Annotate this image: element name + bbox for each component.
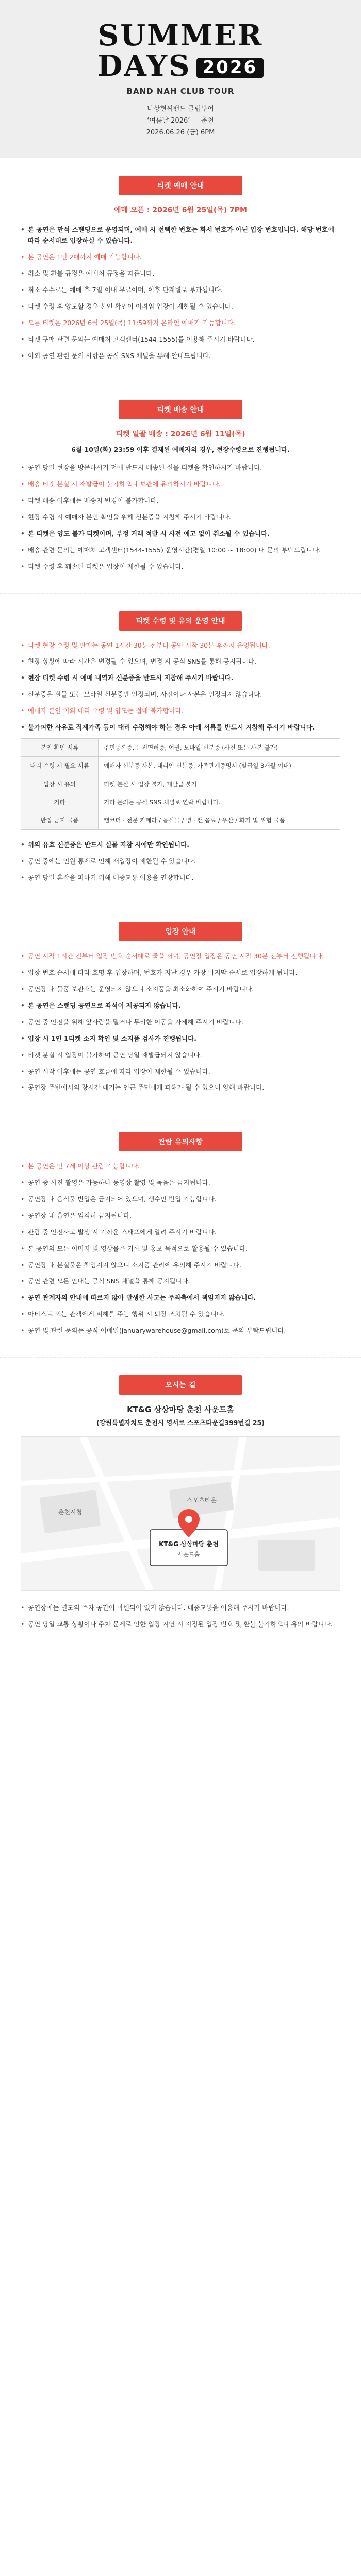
table-value: 예매자 신분증 사본, 대리인 신분증, 가족관계증명서 (발급일 3개월 이내) [99, 757, 340, 775]
list-item: • 본 티켓은 양도 불가 티켓이며, 부정 거래 적발 시 사전 예고 없이 취소될 수 있습니다. [21, 528, 340, 539]
hero-venue-line1: 나상현씨밴드 클럽투어 [147, 105, 214, 113]
hero-date: 2026.06.26 (금) 6PM [146, 129, 215, 137]
venue-name: KT&G 상상마당 춘천 사운드홀 [127, 1404, 234, 1414]
list-item: • 티켓 수령 후 훼손된 티켓은 입장이 제한될 수 있습니다. [21, 561, 340, 572]
table-value: 기타 문의는 공식 SNS 채널로 연락 바랍니다. [99, 793, 340, 811]
list-item: • 공연 당일 현장을 방문하시기 전에 반드시 배송된 실물 티켓을 확인하시기 바랍니다. [21, 462, 340, 473]
viewing-notes [21, 1161, 340, 1336]
section-title: 티켓 수령 및 유의 운영 안내 [119, 611, 242, 631]
list-item: • 본 공연은 1인 2매까지 예매 가능합니다. [21, 251, 340, 263]
list-item: • 공연장 내 분실물은 책임지지 않으니 소지품 관리에 유의해 주시기 바랍니다. [21, 1260, 340, 1271]
section-ticket-sales [0, 158, 361, 382]
list-item: • 티켓 배송 이후에는 배송지 변경이 불가합니다. [21, 495, 340, 506]
map-label-hall: 사운드홀 [177, 1551, 200, 1558]
list-item: • 티켓 현장 수령 및 판매는 공연 1시간 30분 전부터 공연 시작 30분 후까지 운영됩니다. [21, 640, 340, 651]
section-title: 티켓 예매 안내 [119, 176, 242, 195]
sales-notes [21, 224, 340, 362]
list-item: • 배송 티켓 분실 시 재발급이 불가하오니 보관에 유의하시기 바랍니다. [21, 479, 340, 490]
list-item: • 이외 공연 관련 문의 사항은 공식 SNS 채널을 통해 안내드립니다. [21, 350, 340, 362]
list-item: • 예매자 본인 이외 대리 수령 및 양도는 절대 불가합니다. [21, 705, 340, 717]
table-row [21, 775, 340, 793]
hero-title-days: DAYS [97, 48, 191, 83]
table-label: 본인 확인 서류 [21, 738, 99, 756]
list-item: • 공연 중 사진 촬영은 가능하나 동영상 촬영 및 녹음은 금지됩니다. [21, 1177, 340, 1189]
section-viewing-rules [0, 1114, 361, 1357]
page-footer-space [0, 1651, 361, 1671]
list-item: • 본 공연은 스탠딩 공연으로 좌석이 제공되지 않습니다. [21, 1000, 340, 1011]
hero-venue-line2: ‘여름날 2026’ — 춘천 [147, 116, 214, 125]
list-item: • 공연 시작 이후에는 공연 흐름에 따라 입장이 제한될 수 있습니다. [21, 1066, 340, 1077]
sales-open-date: 예매 오픈 : 2026년 6월 25일(목) 7PM [114, 206, 247, 214]
list-item: • 공연 당일 혼잡을 피하기 위해 대중교통 이용을 권장합니다. [21, 872, 340, 884]
section-title: 티켓 배송 안내 [119, 400, 242, 419]
list-item: • 공연장 주변에서의 장시간 대기는 인근 주민에게 피해가 될 수 있으니 양해 바랍니다. [21, 1082, 340, 1093]
list-item: • 불가피한 사유로 직계가족 등이 대리 수령해야 하는 경우 아래 서류를 반드시 지참해 주시기 바랍니다. [21, 722, 340, 733]
list-item: • 공연 중 안전을 위해 앞사람을 밀거나 무리한 이동을 자제해 주시기 바랍니다. [21, 1016, 340, 1028]
section-title: 입장 안내 [119, 922, 242, 941]
list-item: • 티켓 분실 시 입장이 불가하며 공연 당일 재발급되지 않습니다. [21, 1049, 340, 1061]
hero-title-line2 [0, 48, 361, 83]
pickup-info-table [21, 738, 340, 830]
section-directions [0, 1357, 361, 1651]
map-label-a: 춘천시청 [58, 1508, 83, 1516]
section-title: 관람 유의사항 [119, 1132, 242, 1151]
list-item: • 공연 중에는 인원 통제로 인해 재입장이 제한될 수 있습니다. [21, 856, 340, 867]
table-label: 대리 수령 시 필요 서류 [21, 757, 99, 775]
list-item: • 관람 중 안전사고 발생 시 가까운 스태프에게 알려 주시기 바랍니다. [21, 1227, 340, 1238]
list-item: • 공연 관련 모든 안내는 공식 SNS 채널을 통해 공지됩니다. [21, 1276, 340, 1287]
list-item: • 공연장에는 별도의 주차 공간이 마련되어 있지 않습니다. 대중교통을 이용해 주시기 바랍니다. [21, 1602, 340, 1614]
list-item: • 공연장 내 물품 보관소는 운영되지 않으니 소지품을 최소화하여 주시기 바랍니다. [21, 984, 340, 995]
list-item: • 티켓 구매 관련 문의는 예매처 고객센터(1544-1555)를 이용해 주시기 바랍니다. [21, 334, 340, 345]
directions-notes [21, 1602, 340, 1630]
section-title: 오시는 길 [119, 1375, 242, 1395]
table-row [21, 811, 340, 829]
map-graphic [21, 1437, 340, 1590]
list-item: • 입장 번호 순서에 따라 호명 후 입장하며, 번호가 지난 경우 가장 마지막 순서로 입장하게 됩니다. [21, 967, 340, 978]
table-label: 입장 시 유의 [21, 775, 99, 793]
list-item: • 현장 티켓 수령 시 예매 내역과 신분증을 반드시 지참해 주시기 바랍니다. [21, 672, 340, 684]
list-item: • 취소 및 환불 규정은 예매처 규정을 따릅니다. [21, 268, 340, 279]
hero-title-line1: SUMMER [97, 19, 264, 53]
table-row [21, 757, 340, 775]
list-item: • 현장 상황에 따라 시간은 변경될 수 있으며, 변경 시 공식 SNS를 통해 공지됩니다. [21, 656, 340, 667]
table-row [21, 793, 340, 811]
event-hero [0, 0, 361, 158]
list-item: • 본 공연은 만 7세 이상 관람 가능합니다. [21, 1161, 340, 1172]
list-item: • 신분증은 실물 또는 모바일 신분증만 인정되며, 사진이나 사본은 인정되지 않습니다. [21, 689, 340, 700]
list-item: • 공연장 내 음식물 반입은 금지되어 있으며, 생수만 반입 가능합니다. [21, 1194, 340, 1205]
list-item: • 배송 관련 문의는 예매처 고객센터(1544-1555) 운영시간(평일 10:00 ~ 18:00) 내 문의 부탁드립니다. [21, 545, 340, 556]
entry-notes [21, 951, 340, 1093]
venue-address: (강원특별자치도 춘천시 영서로 스포츠타운길399번길 25) [96, 1418, 265, 1427]
list-item: • 모든 티켓은 2026년 6월 25일(목) 11:59까지 온라인 예매가 가능합니다. [21, 317, 340, 329]
map-label-venue: KT&G 상상마당 춘천 [159, 1540, 219, 1548]
map-label-b: 스포츠타운 [187, 1496, 217, 1504]
pickup-notes [21, 640, 340, 733]
list-item: • 본 공연은 만석 스탠딩으로 운영되며, 예매 시 선택한 번호는 화서 번호가 아닌 입장 번호입니다. 해당 번호에 따라 순서대로 입장하실 수 있습니다. [21, 224, 340, 247]
list-item: • 현장 수령 시 예매자 본인 확인을 위해 신분증을 지참해 주시기 바랍니다. [21, 512, 340, 523]
pickup-notes-after [21, 839, 340, 884]
delivery-subhead: 6월 10일(화) 23:59 이후 결제된 예매자의 경우, 현장수령으로 진행됩니다. [71, 446, 290, 454]
list-item: • 위의 유효 신분증은 반드시 실물 지참 시에만 확인됩니다. [21, 839, 340, 851]
list-item: • 공연 관계자의 안내에 따르지 않아 발생한 사고는 주최측에서 책임지지 않습니다. [21, 1292, 340, 1303]
section-entry [0, 904, 361, 1114]
delivery-date: 티켓 일괄 배송 : 2026년 6월 11일(목) [116, 430, 245, 439]
section-ticket-pickup [0, 593, 361, 904]
table-label: 기타 [21, 793, 99, 811]
list-item: • 입장 시 1인 1티켓 소지 확인 및 소지품 검사가 진행됩니다. [21, 1033, 340, 1044]
table-row [21, 738, 340, 756]
hero-subtitle: BAND NAH CLUB TOUR [126, 86, 235, 96]
list-item: • 공연 당일 교통 상황이나 주차 문제로 인한 입장 지연 시 지정된 입장 번호 및 환불 불가하오니 유의 바랍니다. [21, 1619, 340, 1630]
table-value: 티켓 분실 시 입장 불가, 재발급 불가 [99, 775, 340, 793]
table-label: 반입 금지 물품 [21, 811, 99, 829]
list-item: • 공연 시작 1시간 전부터 입장 번호 순서대로 줄을 서며, 공연장 입장은 공연 시작 30분 전부터 진행됩니다. [21, 951, 340, 962]
list-item: • 본 공연의 모든 이미지 및 영상물은 기록 및 홍보 목적으로 활용될 수 있습니다. [21, 1243, 340, 1255]
table-value: 캠코더 · 전문 카메라 / 음식물 / 병 · 캔 음료 / 우산 / 화기 및 위험 물품 [99, 811, 340, 829]
hero-year-badge: 2026 [196, 58, 264, 78]
list-item: • 취소 수수료는 예매 후 7일 이내 무료이며, 이후 단계별로 부과됩니다. [21, 284, 340, 296]
table-value: 주민등록증, 운전면허증, 여권, 모바일 신분증 (사진 또는 사본 불가) [99, 738, 340, 756]
venue-map [21, 1436, 340, 1591]
list-item: • 티켓 수령 후 양도할 경우 본인 확인이 어려워 입장이 제한될 수 있습니다. [21, 301, 340, 312]
list-item: • 공연 및 관련 문의는 공식 이메일(januarywarehouse@gmail.com)로 문의 부탁드립니다. [21, 1325, 340, 1336]
list-item: • 공연장 내 흡연은 엄격히 금지됩니다. [21, 1210, 340, 1222]
delivery-notes [21, 462, 340, 572]
section-ticket-delivery [0, 382, 361, 592]
list-item: • 아티스트 또는 관객에게 피해를 주는 행위 시 퇴장 조치될 수 있습니다. [21, 1309, 340, 1320]
